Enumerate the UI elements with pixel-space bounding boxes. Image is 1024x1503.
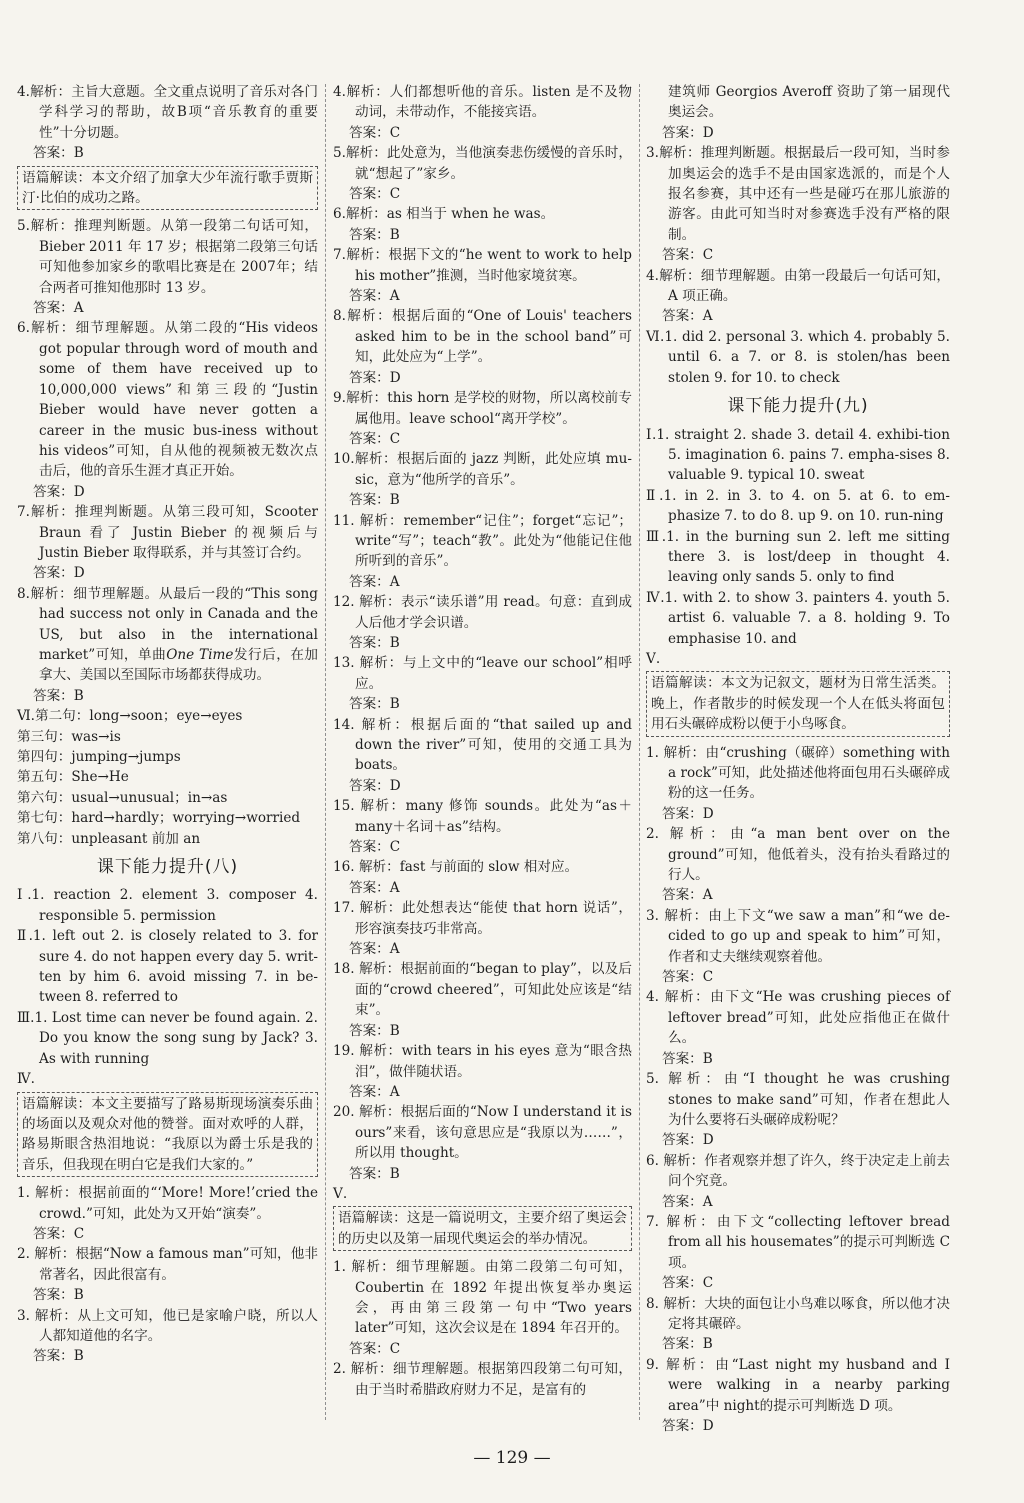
answer: 答案：B xyxy=(662,1050,713,1067)
column-divider xyxy=(325,84,326,1420)
correction-line: 第四句：jumping→jumps xyxy=(17,749,181,765)
answer: 答案：D xyxy=(349,777,401,794)
q7-explanation: 7.解析：根据下文的“he went to work to help his mother”推测，当时他家境贫寒。 xyxy=(333,247,632,284)
answer: 答案：B xyxy=(349,696,400,713)
q12-explanation: 12. 解析：表示“读乐谱”用 read。句意：直到成人后他才学会识谱。 xyxy=(333,594,632,631)
correction-line: 第三句：was→is xyxy=(17,728,121,745)
answer: 答案：A xyxy=(349,573,400,590)
passage-summary-box: 语篇解读：本文为记叙文，题材为日常生活类。晚上，作者散步的时候发现一个人在低头将面包用石头碾碎成粉以便于小鸟啄食。 xyxy=(646,671,950,736)
answer: 答案：B xyxy=(349,1165,400,1182)
answer: 答案：D xyxy=(33,565,85,582)
q1-explanation: 1. 解析：由“crushing（碾碎）something with a rock”可知，此处描述他将面包用石头碾碎成粉的这一任务。 xyxy=(646,744,951,802)
q1-explanation: 1. 解析：根据前面的“‘More! More!’cried the crowd.”可知，此处为又开始“演奏”。 xyxy=(17,1185,318,1222)
q3-explanation: 3. 解析：从上文可知，他已是家喻户晓，所以人人都知道他的名字。 xyxy=(17,1307,318,1344)
q19-explanation: 19. 解析：with tears in his eyes 意为“眼含热泪”，做伴随状语。 xyxy=(333,1043,632,1080)
q8-explanation: 8.解析：细节理解题。从最后一段的“This song had success not only in Canada and the US, but also in the international market”可知，单曲One Time发行后，在加拿大、美国以至国际市场都获得成功。 xyxy=(17,585,319,684)
q17-explanation: 17. 解析：此处想表达“能使 that horn 说话”，形容演奏技巧非常高。 xyxy=(333,900,632,937)
answer: 答案：B xyxy=(33,687,84,704)
answer: 答案：C xyxy=(349,186,401,203)
q4-explanation: 4. 解析：由下文“He was crushing pieces of leftover bread”可知，此处应指他正在做什么。 xyxy=(646,989,950,1047)
q3-explanation: 3.解析：推理判断题。根据最后一段可知，当时参加奥运会的选手不是由国家选派的，而是个人报名参赛，其中还有一些是碰巧在那儿旅游的游客。由此可知当时对参赛选手没有严格的限制。 xyxy=(646,145,951,243)
column-3 xyxy=(646,82,950,1436)
answer: 答案：A xyxy=(662,887,713,904)
q8-explanation: 8.解析：根据后面的“One of Louis' teachers asked him to be in the school band”可知，此处应为“上学”。 xyxy=(333,308,632,366)
correction-line: 第六句：usual→unusual；in→as xyxy=(17,789,228,806)
part-4-answers: Ⅳ.1. with 2. to show 3. painters 4. youth 5. artist 6. valuable 7. a 8. holding 9. To emphasise 10. and xyxy=(646,589,950,647)
q9-explanation: 9. 解析：由“Last night my husband and I were walking in a nearby parking area”中 night的提示可判断选 D 项。 xyxy=(646,1356,950,1414)
part-6-answers: Ⅵ.1. did 2. personal 3. which 4. probably 5. until 6. a 7. or 8. is stolen/has been stolen 9. for 10. to check xyxy=(646,328,951,386)
q20-explanation: 20. 解析：根据后面的“Now I understand it is ours”来看，该句意思应是“我原以为……”，所以用 thought。 xyxy=(333,1104,632,1162)
answer: 答案：A xyxy=(349,1083,400,1100)
answer: 答案：C xyxy=(33,1225,85,1242)
part-2-answers: Ⅱ.1. in 2. in 3. to 4. on 5. at 6. to em-phasize 7. to do 8. up 9. on 10. run-ning xyxy=(646,487,950,525)
answer: 答案：D xyxy=(662,1132,714,1149)
correction-line: 第五句：She→He xyxy=(17,769,129,786)
column-divider xyxy=(639,84,640,1420)
q2-explanation: 2. 解析：根据“Now a famous man”可知，他非常著名，因此很富有。 xyxy=(17,1246,318,1283)
answer: 答案：B xyxy=(349,226,400,243)
answer: 答案：B xyxy=(33,145,84,162)
answer: 答案：A xyxy=(349,879,400,896)
q2-explanation-continued: 建筑师 Georgios Averoff 资助了第一届现代奥运会。 xyxy=(668,84,950,121)
answer: 答案：D xyxy=(33,483,85,500)
answer: 答案：D xyxy=(662,124,714,141)
answer: 答案：B xyxy=(349,634,400,651)
answer: 答案：D xyxy=(662,805,714,822)
q2-explanation: 2. 解析：由“a man bent over on the ground”可知，他低着头，没有抬头看路过的行人。 xyxy=(646,826,951,884)
answer: 答案：A xyxy=(662,1193,713,1210)
part-1-answers: Ⅰ.1. reaction 2. element 3. composer 4. responsible 5. permission xyxy=(17,887,318,924)
answer: 答案：C xyxy=(662,247,714,264)
part-3-answers: Ⅲ.1. in the burning sun 2. left me sitting there 3. is lost/deep in thought 4. leaving only sands 5. only to find xyxy=(646,528,950,586)
q11-explanation: 11. 解析：remember“记住”；forget“忘记”；write“写”；teach“教”。此处为“他能记住他所听到的音乐”。 xyxy=(333,512,632,570)
correction-line: 第八句：unpleasant 前加 an xyxy=(17,830,201,847)
q7-explanation: 7.解析：推理判断题。从第三段可知，Scooter Braun 看了 Justin Bieber 的视频后与 Justin Bieber 取得联系，并与其签订合约。 xyxy=(17,504,318,561)
correction-line: Ⅵ.第二句：long→soon；eye→eyes xyxy=(17,708,243,725)
q1-explanation: 1. 解析：细节理解题。由第二段第二句可知，Coubertin 在 1892 年提出恢复举办奥运会，再由第三段第一句中“Two years later”可知，这次会议是在 1894 年召开的。 xyxy=(333,1259,632,1337)
q4-explanation: 4.解析：细节理解题。由第一段最后一句话可知，A 项正确。 xyxy=(646,267,951,305)
answer: 答案：C xyxy=(662,1275,714,1292)
q5-explanation: 5. 解析：由“I thought he was crushing stones to make sand”可知，作者在想此人为什么要将石头碾碎成粉呢？ xyxy=(646,1071,950,1128)
answer: 答案：B xyxy=(33,1348,84,1365)
q8-explanation: 8. 解析：大块的面包让小鸟难以啄食，所以他才决定将其碾碎。 xyxy=(646,1295,950,1332)
q15-explanation: 15. 解析：many 修饰 sounds。此处为“as＋many＋名词＋as”结构。 xyxy=(333,798,632,835)
q18-explanation: 18. 解析：根据前面的“began to play”，以及后面的“crowd cheered”，可知此处应该是“结束”。 xyxy=(333,961,632,1019)
part-2-answers: Ⅱ.1. left out 2. is closely related to 3. for sure 4. do not happen every day 5. writ-ten by him 6. avoid missing 7. in be-tween 8. referred to xyxy=(17,928,318,1006)
answer: 答案：B xyxy=(349,492,400,509)
q13-explanation: 13. 解析：与上文中的“leave our school”相呼应。 xyxy=(333,655,632,692)
section-title: 课下能力提升(九) xyxy=(727,396,869,417)
column-1 xyxy=(17,82,318,1367)
answer: 答案：C xyxy=(349,430,401,447)
section-title: 课下能力提升(八) xyxy=(96,857,239,878)
answer: 答案：A xyxy=(349,941,400,958)
part-1-answers: Ⅰ.1. straight 2. shade 3. detail 4. exhibi-tion 5. imagination 6. pains 7. empha-sises 8. valuable 9. typical 10. sweat xyxy=(646,426,950,484)
q3-explanation: 3. 解析：由上下文“we saw a man”和“we de-cided to go up and speak to him”可知，作者和丈夫继续观察着他。 xyxy=(646,907,950,965)
part-5-label: Ⅴ. xyxy=(333,1185,348,1202)
answer: 答案：C xyxy=(349,124,401,141)
answer: 答案：B xyxy=(33,1287,84,1304)
answer: 答案：D xyxy=(662,1418,714,1434)
answer: 答案：C xyxy=(349,1340,401,1357)
answer: 答案：B xyxy=(662,1336,713,1353)
q14-explanation: 14. 解析：根据后面的“that sailed up and down the river”可知，使用的交通工具为 boats。 xyxy=(333,716,632,774)
q5-explanation: 5.解析：此处意为，当他演奏悲伤缓慢的音乐时，就“想起了”家乡。 xyxy=(333,145,633,182)
passage-summary-box: 语篇解读：这是一篇说明文，主要介绍了奥运会的历史以及第一届现代奥运会的举办情况。 xyxy=(333,1206,632,1251)
passage-summary-box: 语篇解读：本文主要描写了路易斯现场演奏乐曲的场面以及观众对他的赞誉。面对欢呼的人群，路易斯眼含热泪地说：“我原以为爵士乐是我的音乐，但我现在明白它是我们大家的。” xyxy=(17,1092,318,1178)
q7-explanation: 7. 解析：由下文“collecting leftover bread from all his housemates”的提示可判断选 C 项。 xyxy=(646,1213,950,1271)
part-3-answers: Ⅲ.1. Lost time can never be found again. 2. Do you know the song sung by Jack? 3. As with running xyxy=(17,1009,319,1067)
q9-explanation: 9.解析：this horn 是学校的财物，所以离校前专属他用。leave school“离开学校”。 xyxy=(333,390,632,427)
answer: 答案：A xyxy=(33,300,84,317)
q4-explanation: 4.解析：主旨大意题。全文重点说明了音乐对各门学科学习的帮助，故B项“音乐教育的重要性”十分切题。 xyxy=(17,84,319,141)
answer: 答案：A xyxy=(349,288,400,305)
q6-explanation: 6.解析：as 相当于 when he was。 xyxy=(333,206,555,223)
part-4-label: Ⅳ. xyxy=(17,1071,35,1088)
q10-explanation: 10.解析：根据后面的 jazz 判断，此处应填 mu-sic，意为“他所学的音乐”。 xyxy=(333,451,632,488)
answer: 答案：A xyxy=(662,308,713,325)
q4-explanation: 4.解析：人们都想听他的音乐。listen 是不及物动词，未带动作，不能接宾语。 xyxy=(333,84,632,121)
correction-line: 第七句：hard→hardly；worrying→worried xyxy=(17,810,301,827)
q6-explanation: 6.解析：细节理解题。从第二段的“His videos got popular through word of mouth and some of them have received up to 10,000,000 views”和第三段的“Justin Bieber would have never gotten a career in the music bus-iness without his videos”可知，自从他的视频被无数次点击后，他的音乐生涯才真正开始。 xyxy=(17,320,319,480)
answer: 答案：B xyxy=(349,1022,400,1039)
q16-explanation: 16. 解析：fast 与前面的 slow 相对应。 xyxy=(333,859,579,876)
q6-explanation: 6. 解析：作者观察并想了许久，终于决定走上前去问个究竟。 xyxy=(646,1152,950,1190)
q2-explanation: 2. 解析：细节理解题。根据第四段第二句可知，由于当时希腊政府财力不足，是富有的 xyxy=(333,1361,633,1398)
part-5-label: Ⅴ. xyxy=(646,650,661,667)
page-number: — 129 — xyxy=(473,1448,551,1468)
q5-explanation: 5.解析：推理判断题。从第一段第二句话可知，Bieber 2011 年 17 岁；根据第二段第三句话可知他参加家乡的歌唱比赛是在 2007年；结合两者可推知他那时 13 岁。 xyxy=(17,218,319,296)
answer: 答案：C xyxy=(349,839,401,856)
column-2 xyxy=(333,82,632,1400)
answer: 答案：D xyxy=(349,369,401,386)
passage-summary-box: 语篇解读：本文介绍了加拿大少年流行歌手贾斯汀·比伯的成功之路。 xyxy=(17,166,318,211)
answer: 答案：C xyxy=(662,969,714,986)
